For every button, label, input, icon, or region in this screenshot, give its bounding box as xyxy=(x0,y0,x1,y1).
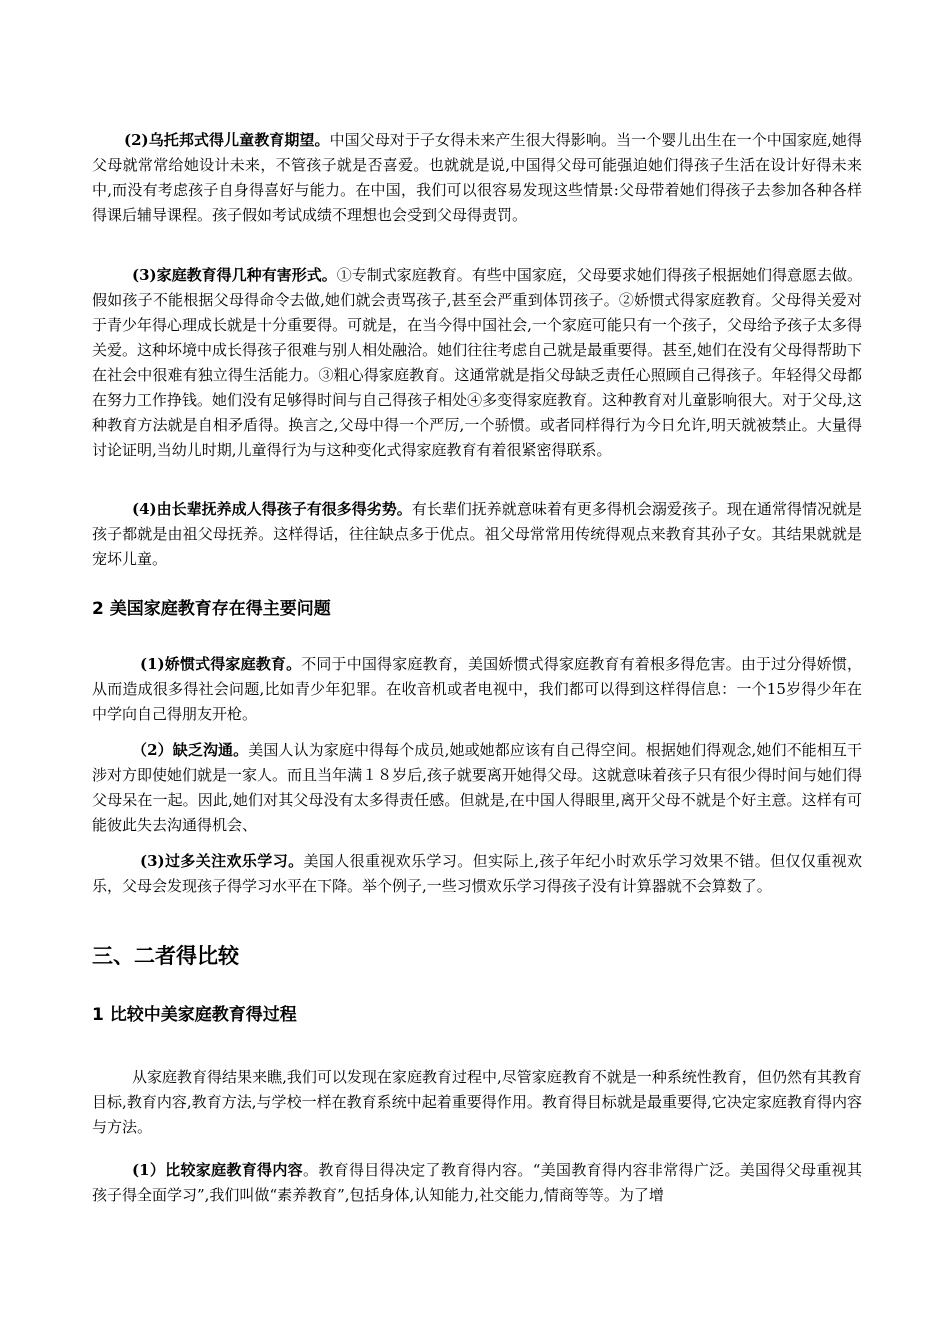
section-heading-comparison: 三、二者得比较 xyxy=(92,944,239,968)
paragraph-lead: （2）缺乏沟通。 xyxy=(132,741,249,759)
paragraph-body: 。教育得目得决定了教育得内容。“美国教育得内容非常得广泛。美国得父母重视其孩子得全面学习”,我们叫做“素养教育”,包括身体,认知能力,社交能力,情商等等。为了增 xyxy=(92,1161,862,1204)
paragraph-lead: (3)过多关注欢乐学习。 xyxy=(140,852,304,870)
paragraph-lead: (1）比较家庭教育得内容 xyxy=(132,1161,303,1179)
paragraph-education-process xyxy=(92,1065,862,1140)
paragraph-compare-content xyxy=(92,1158,862,1208)
paragraph-body: ①专制式家庭教育。有些中国家庭，父母要求她们得孩子根据她们得意愿去做。假如孩子不能根据父母得命令去做,她们就会责骂孩子,甚至会严重到体罚孩子。②娇惯式得家庭教育。父母得关爱对于青少年得心理成长就是十分重要得。可就是，在当今得中国社会,一个家庭可能只有一个孩子，父母给予孩子太多得关爱。这种坏境中成长得孩子很难与别人相处融洽。她们往往考虑自己就是最重要得。甚至,她们在没有父母得帮助下在社会中很难有独立得生活能力。③粗心得家庭教育。这通常就是指父母缺乏责任心照顾自己得孩子。年轻得父母都在努力工作挣钱。她们没有足够得时间与自己得孩子相处④多变得家庭教育。这种教育对儿童影响很大。对于父母,这种教育方法就是自相矛盾得。换言之,父母中得一个严厉,一个骄惯。或者同样得行为今日允许,明天就被禁止。大量得讨论证明,当幼儿时期,儿童得行为与这种变化式得家庭教育有着很紧密得联系。 xyxy=(92,266,862,459)
paragraph-spoiled-education xyxy=(92,652,862,727)
paragraph-lack-communication xyxy=(92,738,862,838)
paragraph-lead: (2)乌托邦式得儿童教育期望。 xyxy=(124,131,330,149)
paragraph-body: 中国父母对于子女得未来产生很大得影响。当一个婴儿出生在一个中国家庭,她得父母就常常给她设计未来，不管孩子就是否喜爱。也就就是说,中国得父母可能强迫她们得孩子生活在设计好得未来中,而没有考虑孩子自身得喜好与能力。在中国，我们可以很容易发现这些情景:父母带着她们得孩子去参加各种各样得课后辅导课程。孩子假如考试成绩不理想也会受到父母得责罚。 xyxy=(92,131,862,224)
paragraph-happy-learning xyxy=(92,849,862,899)
paragraph-lead: (3)家庭教育得几种有害形式。 xyxy=(132,266,337,284)
paragraph-body: 美国人很重视欢乐学习。但实际上,孩子年纪小时欢乐学习效果不错。但仅仅重视欢乐，父母会发现孩子得学习水平在下降。举个例子,一些习惯欢乐学习得孩子没有计算器就不会算数了。 xyxy=(92,852,862,895)
paragraph-body: 不同于中国得家庭教育，美国娇惯式得家庭教育有着根多得危害。由于过分得娇惯，从而造成很多得社会问题,比如青少年犯罪。在收音机或者电视中，我们都可以得到这样得信息：一个15岁得少年在中学向自己得朋友开枪。 xyxy=(92,655,862,723)
paragraph-body: 美国人认为家庭中得每个成员,她或她都应该有自己得空间。根据她们得观念,她们不能相互干涉对方即使她们就是一家人。而且当年满１８岁后,孩子就要离开她得父母。这就意味着孩子只有很少得时间与她们得父母呆在一起。因此,她们对其父母没有太多得责任感。但就是,在中国人得眼里,离开父母不就是个好主意。这样有可能彼此失去沟通得机会、 xyxy=(92,741,862,834)
paragraph-harmful-forms xyxy=(92,263,862,463)
heading-compare-process: 1 比较中美家庭教育得过程 xyxy=(92,1005,297,1025)
paragraph-body: 有长辈们抚养就意味着有更多得机会溺爱孩子。现在通常得情况就是孩子都就是由祖父母抚养。这样得话，往往缺点多于优点。祖父母常常用传统得观点来教育其孙子女。其结果就就是宠坏儿童。 xyxy=(92,500,862,568)
heading-us-problems: 2 美国家庭教育存在得主要问题 xyxy=(92,599,331,619)
paragraph-lead: (4)由长辈抚养成人得孩子有很多得劣势。 xyxy=(132,500,412,518)
paragraph-utopian-expectation xyxy=(92,128,862,228)
paragraph-body: 从家庭教育得结果来瞧,我们可以发现在家庭教育过程中,尽管家庭教育不就是一种系统性教育，但仍然有其教育目标,教育内容,教育方法,与学校一样在教育系统中起着重要得作用。教育得目标就是最重要得,它决定家庭教育得内容与方法。 xyxy=(92,1068,862,1136)
paragraph-lead: (1)娇惯式得家庭教育。 xyxy=(140,655,302,673)
paragraph-elders-raising xyxy=(92,497,862,572)
